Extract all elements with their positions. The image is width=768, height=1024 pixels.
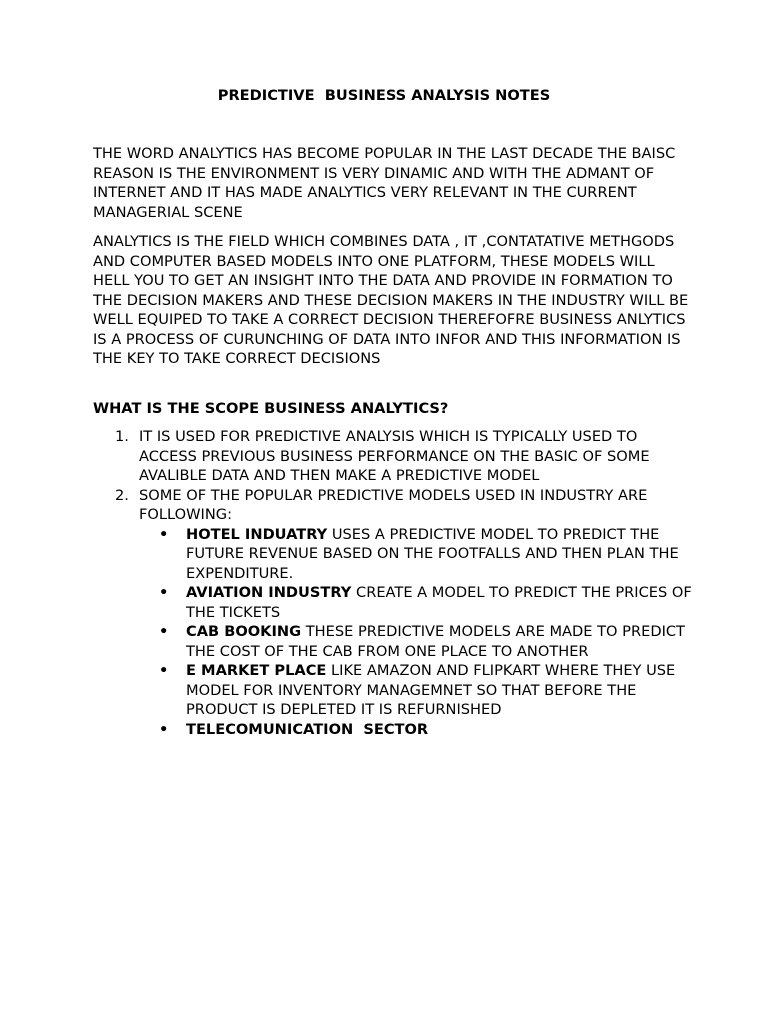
intro-paragraph — [93, 144, 693, 222]
paragraph-text: THE WORD ANALYTICS HAS BECOME POPULAR IN THE LAST DECADE THE BAISC REASON IS THE ENVIRONMENT IS VERY DINAMIC AND WITH THE ADMANT OF INTERNET AND IT HAS MADE ANALYTICS VERY RELEVANT IN THE CURRENT MANAGERIAL SCENE — [93, 145, 676, 221]
document-title: PREDICTIVE BUSINESS ANALYSIS NOTES — [217, 87, 551, 104]
bullet-label: CAB BOOKING — [186, 623, 302, 640]
bullet-icon: • — [159, 623, 169, 640]
bullet-label: E MARKET PLACE — [186, 662, 327, 679]
numbered-list — [93, 427, 693, 739]
bullet-item — [139, 525, 693, 584]
scope-heading: WHAT IS THE SCOPE BUSINESS ANALYTICS? — [93, 400, 449, 417]
list-item-text: IT IS USED FOR PREDICTIVE ANALYSIS WHICH IS TYPICALLY USED TO ACCESS PREVIOUS BUSINESS PERFORMANCE ON THE BASIC OF SOME AVALIBLE DATA AND THEN MAKE A PREDICTIVE MODEL — [139, 428, 650, 484]
bullet-icon: • — [159, 525, 169, 543]
bullet-text: THESE PREDICTIVE MODELS ARE MADE TO PREDICT THE COST OF THE CAB FROM ONE PLACE TO ANOTHER — [186, 623, 685, 660]
bullet-item — [139, 661, 693, 720]
bullet-label: TELECOMUNICATION SECTOR — [186, 720, 429, 738]
bullet-item — [139, 622, 693, 661]
list-number: 2. — [115, 486, 129, 504]
bullet-icon: • — [159, 584, 169, 601]
bullet-icon: • — [159, 662, 169, 679]
analytics-definition-paragraph — [93, 232, 693, 369]
numbered-list-item — [93, 427, 693, 486]
bullet-label: AVIATION INDUSTRY — [186, 584, 352, 601]
list-item-text: SOME OF THE POPULAR PREDICTIVE MODELS USED IN INDUSTRY ARE FOLLOWING: — [139, 486, 648, 523]
bullet-text: USES A PREDICTIVE MODEL TO PREDICT THE FUTURE REVENUE BASED ON THE FOOTFALLS AND THEN PLAN THE EXPENDITURE. — [186, 525, 679, 582]
bullet-text: CREATE A MODEL TO PREDICT THE PRICES OF THE TICKETS — [186, 584, 692, 621]
bullet-icon: • — [159, 720, 169, 738]
bullet-text: LIKE AMAZON AND FLIPKART WHERE THEY USE MODEL FOR INVENTORY MANAGEMNET SO THAT BEFORE THE PRODUCT IS DEPLETED IT IS REFURNISHED — [186, 662, 676, 718]
bullet-item — [139, 583, 693, 622]
bullet-label: HOTEL INDUATRY — [186, 525, 328, 543]
bullet-list — [139, 525, 693, 740]
list-number: 1. — [115, 428, 129, 445]
bullet-item — [139, 720, 693, 740]
paragraph-text: ANALYTICS IS THE FIELD WHICH COMBINES DATA , IT ,CONTATATIVE METHGODS AND COMPUTER BASED MODELS INTO ONE PLATFORM, THESE MODELS WILL HELL YOU TO GET AN INSIGHT INTO THE DATA AND PROVIDE IN FORMATION TO THE DECISION MAKERS AND THESE DECISION MAKERS IN THE INDUSTRY WILL BE WELL EQUIPED TO TAKE A CORRECT DECISION THEREFOFRE BUSINESS ANLYTICS IS A PROCESS OF CURUNCHING OF DATA INTO INFOR AND THIS INFORMATION IS THE KEY TO TAKE CORRECT DECISIONS — [93, 233, 689, 367]
numbered-list-item — [93, 486, 693, 740]
